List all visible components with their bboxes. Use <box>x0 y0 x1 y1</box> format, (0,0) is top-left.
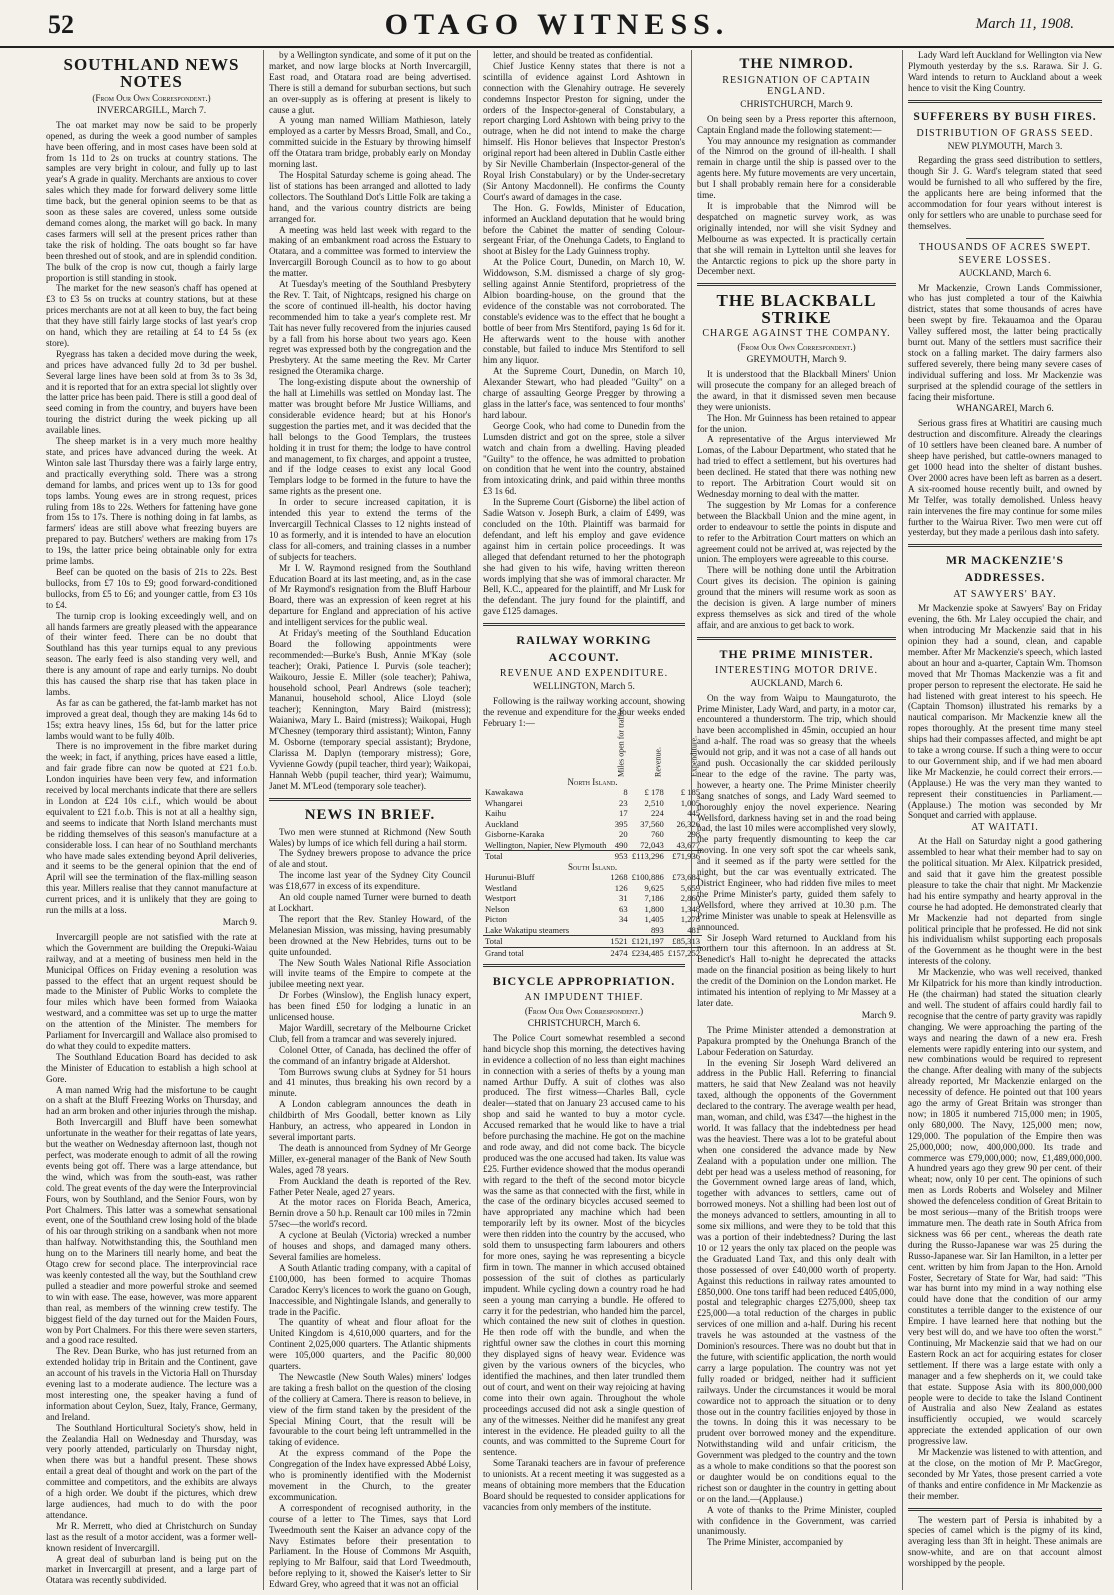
article-body <box>697 1025 896 1549</box>
table-cell: £113,296 <box>630 851 666 862</box>
table-section-row <box>483 777 702 788</box>
table-section-label: North Island. <box>567 776 618 787</box>
table-cell: 31 <box>619 893 628 904</box>
article-paragraph: At Friday's meeting of the Southland Education Board the following appointments were recommended:—Burke's Bush, Annie M'Kay (sole teacher); Oraki, Patience I. Purvis (sole teacher); Waikouro, Jessie E. Miller (sole teacher); Pahiwa, household school, Pearl Andrews (sole teacher); Mananui, household school, Alice Lloyd (sole teacher); Kennington, Mary Baird (mistress); Waianiwa, Mary L. Baird (mistress); Waikopai, Hugh M'Chesney (temporary third assistant); Winton, Fanny M. Osborne (temporary special assistant); Brydone, Clarissa M. Daplyn (temporary mistress); Gore, Vyvienne Gowdy (pupil teacher, third year); Waikopai, Hannah Webb (pupil teacher, third year); Waimumu, Janet M. M'Leod (temporary sole teacher). <box>269 628 471 791</box>
table-header-row <box>483 729 702 777</box>
table-cell: £234,485 <box>631 947 664 958</box>
table-cell: £ 185 <box>680 787 701 798</box>
article-paragraph: A London cablegram announces the death in childbirth of Mrs Goodall, better known as Lily Hanbury, an actress, who appeared in London in several important parts. <box>269 1099 471 1142</box>
article-subheading: REVENUE AND EXPENDITURE. <box>499 668 669 680</box>
table-cell: 1,800 <box>644 903 664 914</box>
table-cell: 1521 <box>610 936 628 947</box>
table-cell: 43,677 <box>676 839 701 850</box>
article-paragraph: A meeting was held last week with regard to the making of an embankment road across the Estuary to Otatara, and a committee was formed to interview the Invercargill Borough Council as to how to go about the matter. <box>269 224 471 279</box>
table-cell: £85,313 <box>666 936 702 948</box>
article-paragraph: The Hon. Mr Guinness has been retained to appear for the union. <box>697 412 896 434</box>
dateline: CHRISTCHURCH, March 9. <box>740 99 853 110</box>
article-paragraph: Serious grass fires at Whatitiri are causing much destruction and discomfiture. Already the clearings of 10 settlers have been cleaned bare. A number of sheep have perished, but cattle-owners managed to get 1000 head into the shelter of distant bushes. Over 2000 acres have been left as barren as a desert. A six-roomed house recently built, and owned by Mr Telfer, was totally demolished. Unless heavy rain intervenes the fire may continue for some miles further to the Wairua River. Two men were cut off yesterday, but they made a perilous dash into safety. <box>908 418 1102 538</box>
table-cell: Whangarei <box>485 797 523 808</box>
article-paragraph: Mr Mackenzie was listened to with attention, and at the close, on the motion of Mr P. MacGregor, seconded by Mr Yates, those present carried a vote of thanks and entire confidence in Mr Mackenzie as their member. <box>908 1447 1102 1501</box>
table-cell: 298 <box>687 829 701 840</box>
table-cell: 953 <box>608 851 629 862</box>
article-paragraph: The Rev. Dean Burke, who has just returned from an extended holiday trip in Britain and the Continent, gave an account of his travels in the Victoria Hall on Thursday evening last to a moderate audience. The lecture was a most interesting one, the speaker having a fund of information about Ceylon, Suez, Italy, France, Germany, and Ireland. <box>46 1346 257 1422</box>
divider <box>269 798 471 801</box>
column-4 <box>697 50 896 1590</box>
dateline: WHANGAREI, March 6. <box>956 404 1054 415</box>
table-cell: 893 <box>650 924 664 935</box>
table-cell: Westland <box>485 882 517 893</box>
article-heading: SUFFERERS BY BUSH FIRES. <box>913 110 1097 123</box>
column-1 <box>46 50 257 1590</box>
article-paragraph: In the Supreme Court (Gisborne) the libel action of Sadie Watson v. Joseph Burk, a claim of £499, was concluded on the 10th. Plaintiff was barmaid for defendant, and left his employ and gave evidence against him in certain police proceedings. It was alleged that defendant returned to her the photograph she had given to his wife, having written thereon words implying that she was of immoral character. Mr Bell, K.C., appeared for the plaintiff, and Mr Lusk for the defendant. The jury found for the plaintiff, and gave £125 damages. <box>483 497 685 617</box>
table-cell: 63 <box>619 903 628 914</box>
column-3 <box>483 50 701 1590</box>
table-row <box>483 851 702 862</box>
table-cell: Hurunui-Bluff <box>485 872 535 883</box>
article-paragraph: The death is announced from Sydney of Mr George Miller, ex-general manager of the Bank of New South Wales, aged 78 years. <box>269 1142 471 1175</box>
column-rule <box>263 50 264 1590</box>
article-paragraph: From Auckland the death is reported of the Rev. Father Peter Neale, aged 27 years. <box>269 1175 471 1197</box>
issue-date: March 11, 1908. <box>975 16 1074 32</box>
article-body <box>908 155 1102 231</box>
article-paragraph: A cyclone at Beulah (Victoria) wrecked a number of houses and shops, and damaged many others. Several families are homeless. <box>269 1230 471 1262</box>
table-cell: 760 <box>650 829 664 840</box>
dateline: GREYMOUTH, March 9. <box>746 355 847 366</box>
table-row <box>483 936 702 948</box>
article-subheading: DISTRIBUTION OF GRASS SEED. <box>916 127 1094 139</box>
article-heading: THE NIMROD. <box>739 56 854 72</box>
article-paragraph: The Sydney brewers propose to advance the price of ale and stout. <box>269 848 471 870</box>
article-paragraph: Colonel Otter, of Canada, has declined the offer of the command of an infantry brigade at Aldershot. <box>269 1044 471 1066</box>
article-paragraph: The turnip crop is looking exceedingly well, and on all hands farmers are greatly pleased with the appearance of their winter feed. There can be no doubt that Southland has this year turnips equal to any previous season. The early feed is also standing very well, and there is any amount of rape and early turnips. No doubt this has caused the sharp rise that has taken place in lambs. <box>46 610 257 697</box>
article-subheading: AT SAWYERS' BAY. <box>953 589 1057 601</box>
article-paragraph: Mr Mackenzie spoke at Sawyers' Bay on Friday evening, the 6th. Mr Laley occupied the chair, and when introducing Mr Mackenzie said that in his opinion they had a sound, clean, and capable member. After Mr Mackenzie's speech, which lasted about an hour and a-quarter, Captain Wm. Thomson moved that Mr Thomas Mackenzie was a fit and proper person to represent the electorate. He said he had listened with great interest to his speech. He (Captain Thomson) illustrated his remarks by a nautical comparison. Mr Mackenzie knew all the ropes thoroughly. At the present time many steel ships had their compasses affected, and might be apt to take a wrong course. If such a thing were to occur to our Government ship, and if we had men aboard like Mr Mackenzie, he could correct their errors.—(Applause.) He was the very man they wanted to represent their constituencies in Parliament.—(Applause.) The motion was seconded by Mr Sonquet and carried with applause. <box>908 603 1102 821</box>
table-header: Revenue. <box>653 746 663 777</box>
article-paragraph: Mr Mackenzie, who was well received, thanked Mr Kilpatrick for his more than kindly introduction. He (the chairman) had stated the situation clearly and well. The student of affairs could hardly fail to recognise that the centre of party gravity was rapidly changing. We were approaching the parting of the ways and nearing the dawn of a new era. Fresh elements were rapidly entering into our system, and new combinations would be required to represent the change. After dealing with many of the subjects already reported, Mr Mackenzie enlarged on the necessity of defence. He pointed out that 100 years ago the army of Great Britain was stronger than now; in 1805 it numbered 715,000 men; in 1905, only 680,000. The Navy, 125,000 men; now, 129,000. The population of the Empire then was 25,000,000; now, 400,000,000. Its trade and commerce was £79,000,000; now, £1,489,000,000. A hundred years ago they grew 90 per cent. of their wheat; now, only 10 per cent. The opinions of such men as Lords Roberts and Wolseley and Milner showed the defenceless condition of Great Britain to be most serious—many of the British troops were immature men. The death rate in South Africa from sickness was 66 per cent., whereas the death rate during the Russo-Japanese war was 25 during the Russo-Japanese war. Sir Ian Hamilton, in a letter per cent. written by him from Japan to the Hon. Arnold Foster, Secretary of State for War, had said: "This war has burnt into my mind in a way nothing else could have done that the condition of our army constitutes a terrible danger to the existence of our Empire. I have learned here that nothing but the very best will do, and we have too often the worst." Continuing, Mr Mackenzie said that we had on our Eastern Rock an act for acquiring estates for closer settlement. If there was a large estate with only a manager and a few shepherds on it, we could take that estate. Suppose Asia with its 800,000,000 people were to decide to take the Island Continent of Australia and also New Zealand as estates insufficiently occupied, we would scarcely appreciate the extended application of our own progressive law. <box>908 967 1102 1447</box>
article-paragraph: The market for the new season's chaff has opened at £3 to £3 5s on trucks at country stations, but at these prices merchants are not at all keen to buy, the fact being that they have still fairly large stocks of last year's crop on hand, which they are retailing at £4 to £4 5s (ex store). <box>46 283 257 348</box>
article-paragraph: Both Invercargill and Bluff have been somewhat unfortunate in the weather for their regattas of late years, but the weather on Wednesday afternoon last, though not perfect, was moderate enough to admit of all the rowing events being got off. There was a large attendance, but the wind, which was from the south-east, was rather cold. The great events of the day were the Interprovincial Fours, won by Southland, and the Senior Fours, won by Port Chalmers. This latter was a somewhat sensational event, one of the Southland crew losing hold of the blade of his oar through striking on a sandbank when not more than halfway. Notwithstanding this, the Southland men hung on to the Mariners till nearly home, and beat the Otago crew for second place. The interprovincial race was keenly contested all the way, but the Southland crew pulled a steadier and more powerful stroke and seemed to win with ease. The ease, however, was more apparent than real, as members of the winning crew testify. The biggest field of the day turned out for the Maiden Fours, won by Port Chalmers. For this there were seven starters, and a good race resulted. <box>46 1117 257 1346</box>
paper-title: OTAGO WITNESS. <box>384 8 730 41</box>
article-paragraph: The sheep market is in a very much more healthy state, and prices have advanced during the week. At Winton sale last Thursday there was a fairly large entry, and practically everything sold. There was a strong demand for lambs, and prices went up to 13s for good tops lambs. Young ewes are in strong request, prices ruling from 18s to 22s. Wethers for fattening have gone from 15s to 17s. There is nothing doing in fat lambs, as farmers' ideas are still above what freezing buyers are prepared to pay. Butchers' wethers are making from 17s to 19s, the latter price being obtainable only for extra prime lambs. <box>46 436 257 567</box>
page-number: 52 <box>48 10 74 39</box>
table-cell: 445 <box>687 808 701 819</box>
article-subheading: AN IMPUDENT THIEF. <box>524 992 644 1004</box>
article-paragraph: Chief Justice Kenny states that there is not a scintilla of evidence against Lord Ashtown in connection with the Glenahiry outrage. He severely condemns Inspector Preston for signing, under the orders of the Inspector-general of Constabulary, a report charging Lord Ashtown with being privy to the outrage, when he did not intend to make the charge himself. His Honor believes that Inspector Preston's original report had been altered in Dublin Castle either by Sir Neville Chamberlain (Inspector-general of the Royal Irish Constabulary) or by the Under-secretary (Sir Antony Macdonnell). He confirms the County Court's award of damages in the case. <box>483 60 685 202</box>
article-paragraph: At the Hall on Saturday night a good gathering assembled to hear what their member had to say on the political situation. Mr Alex. Kilpatrick presided, and said that it gave him the greatest possible pleasure to take the chair that night. Mr Mackenzie had his entire sympathy and hearty approval in the course he had adopted. He demonstrated clearly that Mr Mackenzie had not departed from single political principle that he professed. He did not sink his individualism whilst supporting each proposals of the Government as he thought were in the best interests of the colony. <box>908 836 1102 967</box>
article-body <box>908 836 1102 1501</box>
article-paragraph: The Southland Horticultural Society's show, held in the Zealandia Hall on Wednesday and Thursday, was very poorly attended, particularly on Thursday night, when there was but a handful present. These shows entail a great deal of thought and work on the part of the committee and competitors, and the exhibits are always of a high order. We doubt if the pictures, which drew large audiences, had much to do with the poor attendance. <box>46 1422 257 1520</box>
article-paragraph: The Newcastle (New South Wales) miners' lodges are taking a fresh ballot on the question of the closing of the colliery at Camera. There is reason to believe, in view of the firm stand taken by the president of the Special Mining Court, that the result will be favourable to the court being left untrammelled in the taking of evidence. <box>269 1371 471 1448</box>
article-paragraph: The income last year of the Sydney City Council was £18,677 in excess of its expenditure. <box>269 870 471 892</box>
table-cell: 395 <box>614 818 628 829</box>
table-cell: 7,186 <box>644 893 664 904</box>
article-paragraph: The Police Court somewhat resembled a second hand bicycle shop this morning, the detectives having in evidence a collection of no less than eight machines in connection with a series of thefts by a young man named Arthur Duffy. A suit of clothes was also produced. The first witness—Charles Ball, cycle dealer—stated that on January 23 accused came to his shop and said he wanted to buy a motor cycle. Accused remarked that he would like to have a trial before purchasing the machine. He got on the machine and rode away, and did not come back. The bicycle produced was the one accused had taken. Its value was £25. Further evidence showed that the modus operandi with regard to the theft of the second motor bicycle was the same as that connected with the first, while in the case of the ordinary bicycles accused seemed to have appropriated any machine which had been temporarily left by its owner. Most of the bicycles were then ridden into the country by the accused, who sold them to unsuspecting farm labourers and others for more ones, saying he was representing a bicycle firm in town. The manner in which accused obtained possession of the suit of clothes as particularly impudent. While cycling down a country road he had seen a young man carrying a bundle. He offered to carry it for the pedestrian, who handed him the parcel, which contained the new suit of clothes in question. He then rode off with the bundle, and when the rightful owner saw the clothes in court this morning they displayed signs of heavy wear. Evidence was given by the various owners of the bicycles, who identified the machines, and then later trundled them out of court, and went on their way rejoicing at having come into their own again. Throughout the whole proceedings accused did not ask a single question of any of the witnesses. Neither did he manifest any great interest in the evidence. He pleaded guilty to all the counts, and was committed to the Supreme Court for sentence. <box>483 1032 685 1458</box>
article-paragraph: At the Supreme Court, Dunedin, on March 10, Alexander Stewart, who had pleaded "Guilty" on a charge of assaulting George Pregger by throwing a glass in the latter's face, was sentenced to four months' hard labour. <box>483 366 685 420</box>
table-cell: 2,860 <box>680 893 701 904</box>
table-cell: Total <box>483 851 608 862</box>
article-body <box>908 50 1102 94</box>
dateline: AUCKLAND, March 6. <box>958 268 1052 279</box>
article-body <box>46 932 257 1586</box>
article-heading: MR MACKENZIE'S ADDRESSES. <box>946 555 1064 585</box>
table-cell: £71,936 <box>666 851 702 862</box>
table-header <box>483 729 608 777</box>
table-row <box>483 904 702 915</box>
article-heading: THE PRIME MINISTER. <box>719 646 874 661</box>
dateline: WELLINGTON, March 5. <box>533 682 635 693</box>
article-body <box>908 418 1102 538</box>
article-paragraph: Mr I. W. Raymond resigned from the Southland Education Board at its last meeting, and, as in the case of Mr Raymond's resignation from the Bluff Harbour Board, there was an expression of keen regret at his departure for England and appreciation of his active and intelligent services for the public weal. <box>269 562 471 628</box>
article-source: (From Our Own Correspondent.) <box>92 93 211 103</box>
article-body <box>269 50 471 792</box>
article-paragraph: A representative of the Argus interviewed Mr Lomas, of the Labour Department, who stated that he had tried to effect a settlement, but his overtures had been declined. He stated that there was nothing new to report. The Arbitration Court would sit on Wednesday morning to deal with the matter. <box>697 434 896 499</box>
article-subheading: THOUSANDS OF ACRES SWEPT. <box>918 241 1092 253</box>
article-paragraph: Beef can be quoted on the basis of 21s to 22s. Best bullocks, from £7 10s to £9; good forward-conditioned bullocks, from £5 to £6; and younger cattle, from £3 10s to £4. <box>46 566 257 610</box>
table-row <box>483 947 702 958</box>
table-cell: £100,886 <box>631 872 664 883</box>
table-cell: Kaihu <box>485 808 507 819</box>
article-paragraph: A South Atlantic trading company, with a capital of £100,000, has been formed to acquire Thomas Caradoc Kerry's licences to work the guano on Gough, Inaccessible, and Nightingale Islands, and generally to trade in the Pacific. <box>269 1262 471 1317</box>
article-paragraph: The oat market may now be said to be properly opened, as during the week a good number of samples have been offering, and in most cases have been sold at from 1s 11d to 2s on trucks at country stations. The samples are very bright in colour, and fully up to last year's A grade in quality. Merchants are anxious to cover sales which they made for forward delivery some little time back, but the general opinion seems to be that as soon as these sales are covered, unless some outside demand comes along, the market will go back. In many cases farmers will sell at the present prices rather than take the risk of holding. The oats bought so far have been threshed out of stook, and are in splendid condition. The bulk of the crop is now cut, though a fairly large proportion is still standing in stook. <box>46 119 257 283</box>
article-paragraph: You may announce my resignation as commander of the Nimrod on the ground of ill-health. I shall remain in charge until the ship is passed over to the agents here. My future movements are very uncertain, but I shall probably remain here for a considerable time. <box>697 135 896 201</box>
article-paragraph: Mr R. Merrett, who died at Christchurch on Sunday last as the result of a motor accident, was a former well-known resident of Invercargill. <box>46 1520 257 1553</box>
divider <box>697 637 896 640</box>
article-paragraph: It is understood that the Blackball Miners' Union will prosecute the company for an alleged breach of the award, in that it dismissed seven men because they were unionists. <box>697 369 896 412</box>
column-5 <box>908 50 1102 1590</box>
article-paragraph: George Cook, who had come to Dunedin from the Lumsden district and got on the spree, stole a silver watch and chain from a dwelling. Having pleaded "Guilty" to the offence, he was admitted to probation on condition that he went into the country, abstained from intoxicating drink, and paid within three months £3 1s 6d. <box>483 420 685 497</box>
table-row <box>483 893 702 904</box>
divider <box>966 238 1044 239</box>
article-paragraph: The Hospital Saturday scheme is going ahead. The list of stations has been arranged and allotted to lady collectors. The Southland Dot's Little Folk are taking a hand, and the various country districts are being arranged for. <box>269 169 471 224</box>
article-heading: BICYCLE APPROPRIATION. <box>492 974 676 989</box>
table-section-row <box>483 862 702 873</box>
article-paragraph: As far as can be gathered, the fat-lamb market has not improved a great deal, though they are making 14s 6d to 15s; extra heavy lines, 15s 6d, but for the latter price lambs would want to be fully 40lb. <box>46 697 257 741</box>
article-paragraph: An old couple named Turner were burned to death at Lockhart. <box>269 892 471 913</box>
table-cell: £73,684 <box>672 872 701 883</box>
article-paragraph: The Hon. G. Fowlds, Minister of Education, informed an Auckland deputation that he would bring before the Cabinet the matter of sending Colour-sergeant Friar, of the Onehunga Cadets, to England to shoot at Bisley for the Lady Guinness trophy. <box>483 202 685 257</box>
article-paragraph: On being seen by a Press reporter this afternoon, Captain England made the following statement:— <box>697 113 896 135</box>
article-body <box>908 1515 1102 1570</box>
article-paragraph: The long-existing dispute about the ownership of the hall at Limehills was settled on Monday last. The matter was brought before Mr Justice Williams, and considerable evidence heard; but at his Honor's suggestion the parties met, and it was decided that the hall belongs to the Good Templars, the trustees holding it in trust for them; the lodge to have control and management, to fix charges, and appoint a trustee, and if the lodge ceases to exist any local Good Templars lodge to be formed in the future to have the same rights as the present one. <box>269 377 471 497</box>
table-cell: £ 178 <box>644 787 664 798</box>
article-heading: RAILWAY WORKING ACCOUNT. <box>516 633 652 665</box>
table-cell: 37,560 <box>640 818 664 829</box>
table-row <box>483 914 702 925</box>
article-paragraph: There is no improvement in the fibre market during the week; in fact, if anything, prices have eased a little, and fair grade fibre can now be quoted at £21 f.o.b. London inquiries have been very few, and information received by local merchants indicate that there are sellers in London at £24 10s c.i.f., which would be about equivalent to £21 f.o.b. This is not at all a healthy sign, and seems to indicate that North Island merchants must be ridding themselves of this season's manufacture at a considerable loss. I can hear of no Southland merchants who have made sales extending beyond April deliveries, and it seems to be the general opinion that the end of April will see the termination of the flax-milling season this year. Millers realise that they cannot manufacture at current prices, and it is unlikely that they are going to run the mills at a loss. <box>46 741 257 916</box>
article-body <box>697 114 896 278</box>
article-paragraph: Following is the railway working account, showing the revenue and expenditure for the four weeks ended February 1:— <box>483 695 685 728</box>
article-body <box>908 283 1102 403</box>
article-paragraph: A young man named William Mathieson, lately employed as a carter by Messrs Broad, Small, and Co., committed suicide in the Estuary by throwing himself off the Otatara tram bridge, probably early on Monday morning last. <box>269 115 471 170</box>
column-rule <box>477 50 478 1590</box>
table-cell: Westport <box>485 893 516 904</box>
table-cell: 126 <box>614 882 628 893</box>
divider <box>483 964 685 967</box>
divider <box>908 544 1102 547</box>
article-body <box>697 369 896 631</box>
column-2 <box>269 50 471 1590</box>
article-paragraph: Major Wardill, secretary of the Melbourne Cricket Club, fell from a tramcar and was severely injured. <box>269 1022 471 1044</box>
article-paragraph: A correspondent of recognised authority, in the course of a letter to The Times, says that Lord Tweedmouth sent the Kaiser an advance copy of the Navy Estimates before their presentation to Parliament. In the House of Commons Mr Asquith, replying to Mr Balfour, said that Lord Tweedmouth, before replying to it, showed the Kaiser's letter to Sir Edward Grey, who agreed that it was not an official <box>269 1502 471 1590</box>
table-cell: 17 <box>619 808 628 819</box>
article-paragraph: The New South Wales National Rifle Association will invite teams of the Empire to compete at the jubilee meeting next year. <box>269 957 471 990</box>
dateline: CHRISTCHURCH, March 6. <box>527 1018 641 1029</box>
table-cell: 9,625 <box>644 882 664 893</box>
dateline: NEW PLYMOUTH, March 3. <box>947 141 1063 152</box>
article-paragraph: At the Police Court, Dunedin, on March 10, W. Widdowson, S.M. dismissed a charge of sly grog-selling against Annie Stentiford, proprietress of the Albion boarding-house, on the ground that the evidence of the constable was not corroborated. The constable's evidence was to the effect that he bought a bottle of beer from Mrs Stentiford, paying 1s 6d for it. He afterwards went to the house with another constable, but failed to induce Mrs Stentiford to sell him any liquor. <box>483 257 685 366</box>
table-cell: Gisborne-Karaka <box>485 829 545 840</box>
article-paragraph: letter, and should be treated as confidential. <box>493 50 653 60</box>
table-cell: Picton <box>485 914 507 925</box>
table-cell: Nelson <box>485 903 510 914</box>
article-paragraph: Regarding the grass seed distribution to settlers, though Sir J. G. Ward's telegram stated that seed would be furnished to all who suffered by the fire, the applicants here are being informed that the accommodation for four years without interest is only for settlers who are unable to purchase seed for themselves. <box>908 155 1102 231</box>
article-paragraph: Two men were stunned at Richmond (New South Wales) by lumps of ice which fell during a hail storm. <box>269 826 471 848</box>
table-cell: Auckland <box>485 818 519 829</box>
article-paragraph: On the way from Waipu to Maungaturoto, the Prime Minister, Lady Ward, and party, in a motor car, encountered a thunderstorm. The trip, which should have been accomplished in 45min, occupied an hour and a-half. The road was so greasy that the wheels would not grip, and it was not a case of all hands out and push. Occasionally the car skidded perilously near to the edge of the ravine. The party was, however, a hearty one. The Prime Minister cheerily sang snatches of songs, and Lady Ward seemed to thoroughly enjoy the novel experience. Nearing Wellsford, darkness having set in and the road being bad, the last 10 miles were accomplished very slowly, the party frequently dismounting to keep the car moving. In one very soft spot the car wheels sank, and it seemed as if the party were settled for the night, but the car was eventually extricated. The District Engineer, who had ridden five miles to meet the Prime Minister's party, guided them safely to Wellsford, where they arrived at 10.30 p.m. The Prime Minister was unable to speak at Helensville as announced. <box>697 692 896 932</box>
dateline: March 9. <box>222 917 257 928</box>
table-cell: 1268 <box>610 872 628 883</box>
article-subheading: AT WAITATI. <box>971 822 1039 834</box>
table-cell: 1,405 <box>644 914 664 925</box>
article-paragraph: At Tuesday's meeting of the Southland Presbytery the Rev. T. Tait, of Nightcaps, resigned his charge on the score of continued ill-health, his doctor having recommended him to take a year's complete rest. Mr Tait has never fully recovered from the injuries caused by a fall from his horse about two years ago. Keen regret was expressed both by the congregation and the Presbytery. At the same meeting the Rev. Mr Carter resigned the Oteramika charge. <box>269 279 471 377</box>
divider <box>908 100 1102 103</box>
article-paragraph: The Prime Minister, accompanied by <box>707 1537 844 1548</box>
table-cell: £157,252 <box>667 947 701 958</box>
article-paragraph: The quantity of wheat and flour afloat for the United Kingdom is 4,610,000 quarters, and for the Continent 2,025,000 quarters. The Atlantic shipments were 105,000 quarters, and the Pacific 80,000 quarters. <box>269 1317 471 1372</box>
masthead <box>0 0 1114 48</box>
article-paragraph: In order to secure increased capitation, it is intended this year to extend the terms of the Invercargill Technical Classes to 12 nights instead of 10 as formerly, and it is intended to have an elocution class for all-comers, and training classes in a number of subjects for teachers. <box>269 497 471 562</box>
table-cell: 8 <box>623 787 628 798</box>
table-cell: 1,278 <box>680 914 701 925</box>
table-cell: 2,510 <box>644 797 664 808</box>
table-row <box>483 883 702 894</box>
table-cell: 1,348 <box>680 903 701 914</box>
table-cell: 1,005 <box>680 797 701 808</box>
dateline: March 9. <box>861 1010 896 1021</box>
article-body <box>697 693 896 1009</box>
column-rule <box>902 50 903 1590</box>
table-row <box>483 787 702 798</box>
article-subheading: SEVERE LOSSES. <box>958 254 1052 266</box>
article-paragraph: Dr Forbes (Winslow), the English lunacy expert, has been fined £50 for lodging a lunatic in an unlicensed house. <box>269 990 471 1023</box>
table-cell: 5,659 <box>680 882 701 893</box>
article-paragraph: Sir Joseph Ward returned to Auckland from his northern tour this afternoon. In an address at St. Benedict's Hall to-night he deprecated the attacks made on the financial position as being likely to hurt the credit of the Dominion on the London market. He intimated his intention of replying to Mr Massey at a later date. <box>697 932 896 1008</box>
table-cell: Total <box>483 936 608 948</box>
table-row <box>483 840 702 851</box>
table-section-label: South Island. <box>567 861 618 872</box>
divider <box>483 623 685 626</box>
article-source: (From Our Own Correspondent.) <box>524 1006 644 1017</box>
article-body <box>46 120 257 916</box>
article-subheading: RESIGNATION OF CAPTAIN ENGLAND. <box>722 75 871 97</box>
table-cell: 2474 <box>610 947 628 958</box>
table-row <box>483 819 702 830</box>
article-body <box>483 1033 685 1513</box>
table-row <box>483 872 702 883</box>
table-cell: 23 <box>619 797 628 808</box>
article-paragraph: Invercargill people are not satisfied with the rate at which the Government are building the Orepuki-Waiau railway, and at a meeting of business men held in the Municipal Offices on Friday evening a resolution was passed to the effect that an urgent request should be made to the Minister of Public Works to complete the four miles which have been formed from Waiaoka westward, and a committee was set up to urge the matter on the attention of the Minister. The members for Parliament for Invercargill and Wallace also promised to do what they could to expedite matters. <box>46 931 257 1051</box>
dateline: AUCKLAND, March 6. <box>750 678 843 689</box>
article-paragraph: The western part of Persia is inhabited by a species of camel which is the pigmy of its kind, averaging less than 3ft in height. These animals are snow-white, and are on that account almost worshipped by the people. <box>908 1514 1102 1569</box>
article-paragraph: The report that the Rev. Stanley Howard, of the Melanesian Mission, was missing, having presumably been drowned at the New Hebrides, turns out to be quite unfounded. <box>269 913 471 957</box>
table-cell: £121,197 <box>631 936 664 947</box>
table-cell: Wellington, Napier, New Plymouth <box>485 839 607 850</box>
divider <box>908 1508 1102 1511</box>
table-cell: 481 <box>687 924 701 935</box>
table-row <box>483 925 702 936</box>
table-cell: 224 <box>650 808 664 819</box>
table-cell: 72,043 <box>640 839 664 850</box>
article-paragraph: Some Taranaki teachers are in favour of preference to unionists. At a recent meeting it was suggested as a means of obtaining more members that the Education Board should be requested to consider applications for vacancies from only members of the institute. <box>483 1458 685 1512</box>
table-cell: 20 <box>619 829 628 840</box>
article-paragraph: A vote of thanks to the Prime Minister, coupled with confidence in the Government, was carried unanimously. <box>697 1504 896 1537</box>
article-heading: THE BLACKBALL STRIKE <box>716 291 877 328</box>
article-heading: SOUTHLAND NEWS NOTES <box>63 55 240 91</box>
table-header: Miles open for traffic. <box>617 706 627 777</box>
article-paragraph: by a Wellington syndicate, and some of it put on the market, and now large blocks at North Invercargill, East road, and Otatara road are being advertised. There is still a demand for suburban sections, but such an over-supply as is offering at present is likely to cause a glut. <box>269 50 471 115</box>
divider <box>697 283 896 286</box>
article-paragraph: At the motor races on Florida Beach, America, Bernin drove a 50 h.p. Renault car 100 miles in 72min 57sec—the world's record. <box>269 1197 471 1230</box>
article-paragraph: The Southland Education Board has decided to ask the Minister of Education to establish a high school at Gore. <box>46 1051 257 1084</box>
table-cell <box>608 925 629 936</box>
article-subheading: CHARGE AGAINST THE COMPANY. <box>702 328 891 340</box>
article-paragraph: In the evening Sir Joseph Ward delivered an address in the Public Hall. Referring to financial matters, he said that New Zealand was not heavily taxed, although the opponents of the Government declared to the contrary. The average wealth per head, man, woman, and child, was £347—the highest in the world. It was fallacy that the indebtedness per head was the heaviest. There was a lot to be grateful about when one considered the advance made by New Zealand with a population under one million. The debt per head was a useless method of reasoning, for the Government owned large areas of land, which, together with advances to settlers, came out of borrowed moneys. Not a shilling had been lost out of the moneys advanced to settlers, amounting in all to some six millions, and were they to be told that this was a portion of their indebtedness? During the last 10 or 12 years the only tax placed on the people was the Graduated Land Tax, and this only dealt with those possessed of over £40,000 worth of property. Against this reductions in railway rates amounted to £850,000. One tons tariff had been reduced £405,000, postal and telegraphic charges £275,000, sheep tax £25,000—a total reduction of the charges in public services of one million and a-half. During his recent travels he was astounded at the vastness of the Dominion's resources. There was no doubt but that in the future, with scientific application, the north would carry a large population. The country was not yet fully roaded or bridged, neither had it sufficient railways. Under the circumstances it would be moral cowardice not to approach the situation or to deny those out in the country facilities enjoyed by those in the towns. In doing this it was necessary to be prudent over borrowed money and the expenditure. Notwithstanding wild and unfair criticism, the Government was pledged to the country and the town as a whole to make conditions so that the poorest son or daughter would be on conditions equal to the richest son or daughter in the country in getting about or on the land.—(Applause.) <box>697 1057 896 1504</box>
table-row <box>483 829 702 840</box>
article-paragraph: It is improbable that the Nimrod will be despatched on magnetic survey work, as was originally intended, nor will she visit Sydney and Melbourne as was expected. It is practically certain that she will remain in Lyttelton until she leaves for the Antarctic regions to pick up the shore party in December next. <box>697 200 896 277</box>
table-row <box>483 798 702 809</box>
article-body <box>908 603 1102 821</box>
article-paragraph: Mr Mackenzie, Crown Lands Commissioner, who has just completed a tour of the Kaiwhia district, states that some thousands of acres have been swept by fire. Tekauamoa and the Oparau Valley suffered most, the latter being practically burnt out. Many of the settlers must sacrifice their stock on a falling market. The dairy farmers also suffered severely, there being many severe cases of individual suffering and loss. Mr Mackenzie was surprised at the splendid courage of the settlers in facing their misfortune. <box>908 282 1102 402</box>
table-cell: 34 <box>619 914 628 925</box>
table-cell: 26,326 <box>676 818 701 829</box>
article-body <box>269 827 471 1590</box>
table-cell: Grand total <box>483 947 608 958</box>
article-subheading: INTERESTING MOTOR DRIVE. <box>715 664 878 676</box>
article-paragraph: A great deal of suburban land is being put on the market in Invercargill at present, and a large part of Otatara was recently subdivided. <box>46 1553 257 1586</box>
article-paragraph: Ryegrass has taken a decided move during the week, and prices have advanced fully 2d to 3d per bushel. Several large lines have been sold at from 3s to 3s 3d, and it is reported that for an extra special lot slightly over the latter price has been paid. There is still a good deal of seed coming in from the country, and buyers have been touring the district during the week picking up all available lines. <box>46 348 257 436</box>
article-paragraph: At the express command of the Pope the Congregation of the Index have expressed Abbé Loisy, who is prominently identified with the Modernist movement in the Church, to the greater excommunication. <box>269 1448 471 1502</box>
article-paragraph: Tom Burrows swung clubs at Sydney for 51 hours and 41 minutes, thus breaking his own record by a minute. <box>269 1066 471 1099</box>
table-cell: Lake Wakatipu steamers <box>485 924 570 935</box>
article-paragraph: A man named Wrig had the misfortune to be caught on a shaft at the Bluff Freezing Works on Thursday, and had an arm broken and other injuries through the mishap. <box>46 1084 257 1117</box>
dateline: INVERCARGILL, March 7. <box>96 105 207 116</box>
article-paragraph: Lady Ward left Auckland for Wellington via New Plymouth yesterday by the s.s. Rarawa. Sir J. G. Ward intends to return to Auckland about a week hence to visit the King Country. <box>908 50 1102 93</box>
table-row <box>483 808 702 819</box>
article-source: (From Our Own Correspondent.) <box>737 342 856 353</box>
table-cell: 490 <box>614 839 628 850</box>
article-paragraph: The Prime Minister attended a demonstration at Papakura prompted by the Onehunga Branch of the Labour Federation on Saturday. <box>697 1024 896 1057</box>
article-paragraph: There will be nothing done until the Arbitration Court gives its decision. The opinion is gaining ground that the miners will resume work as soon as the decision is given. A large number of miners express themselves as sick and tired of the whole affair, and are anxious to get back to work. <box>697 565 896 630</box>
article-body <box>483 50 685 617</box>
table-header: Expenditure. <box>689 735 699 777</box>
table-cell: Kawakawa <box>485 787 524 798</box>
article-paragraph: The suggestion by Mr Lomas for a conference between the Blackball Union and the mine agent, in order to endeavour to settle the points in dispute and to refer to the Arbitration Court matters on which an agreement could not be arrived at, was rejected by the union. The employers were agreeable to this course. <box>697 499 896 565</box>
article-heading: NEWS IN BRIEF. <box>304 806 436 823</box>
